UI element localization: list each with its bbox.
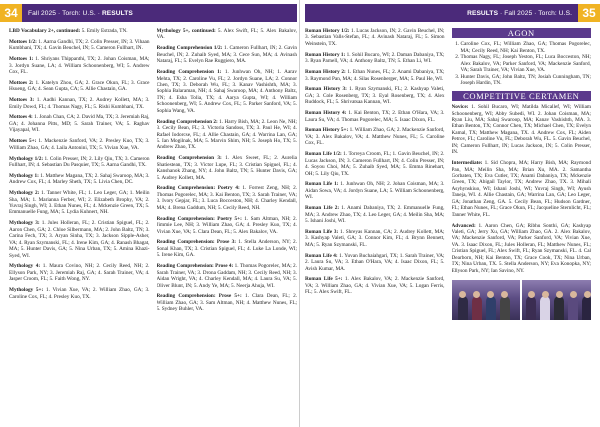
- right-page-header: [305, 4, 600, 22]
- level-teams: 1. Sid Chopra, MA; Harry Bish, MA; Raymond Pan, MA; Meilin Sha, MA; Brian Xu, MA. 2. Samantha Gorbaten, TX; Eva Cutler, TX; Anami Dabaniya, TX; Mckenzie Green, TX; Abigail Taylor, TX; Andrew Zhao, TX. 3. Mihali Asyhynskiuo, WI; Ishani Joshi, WI; Yuvraj Singh, WI; Ayush Taneja, WI. 4. Allie Chastain, GA; Warrina Lan, GA; Leo Leger, GA; Jonathan Zeng, GA. 5. Cecily Bean, FL; Hudson Gardner, FL; Ethan Nunes, FL; Grace Okun, FL; Jacqueline Sternlicht, FL; Tanner White, FL.: [451, 160, 591, 218]
- result-entry: [305, 69, 445, 82]
- result-entry: [9, 287, 150, 300]
- result-entry: [305, 127, 445, 146]
- page-number: 34: [0, 4, 22, 22]
- event-winners: 1. Maura Covino, NH; 2. Cecily Reed, NH; 2. Ellyson Park, NY; 3. Jeremiah Raj, GA; 4. Sarah Trainer, VA; 4. Jasper Croom, FL; 5. Faith Wong, NY.: [9, 263, 150, 283]
- event-winners: 5. Alex Swift, FL; 5. Alex Bakalov, VA.: [156, 28, 297, 41]
- level-teams: 1. Sohil Bucaro, WI; Matilda Micallef, WI; William Schoonenberg, WI; Abby Subedi, WI. 2. Johan Coisman, MA; Ryan Liu, MA; Sahaj Swaroop, MA; Kanav Vashishth, MA. 3. Ethan Benton, TX; Connor Chen, TX; Michael Chen, TX; Evelyn Kamal, TX; Matthew Magana, TX. 4. Andrew Cox, FL; Aiden Petrov, FL; Caroline Vu, FL; Deborah Wu, FL. 5. Gavin Beuchel, IN; Cameron Fullhart, IN; Lucas Jackson, IN; 5. Colin Presser, IN.: [451, 104, 591, 156]
- event-name: Reading Comprehension 1/2:: [156, 45, 223, 52]
- page-number: 35: [578, 4, 600, 22]
- event-winners: 1. Aadhi Kannan, TX; 2. Audrey Kollett, MA; 3. Emily Dowd, FL; 4. Thomas Nagy, FL; 5. Rishi Kumbhani, TX.: [9, 97, 150, 110]
- agon-place: 1. Caroline Cox, FL; William Zhao, GA; Thomas Pogorelec, MA; Cecily Reed, NH; Kai Benton, TX.: [461, 41, 592, 54]
- right-column-1: [305, 28, 445, 420]
- event-winners: 1. Thomas Pogorelec, MA; 2. Sarah Trainer, VA; 3. Drona Gaddam, NH; 3. Cecily Reed, NH; 3. Aidan Wright, VA; 4. Charley Kendall, MA; 4. Laura Su, VA; 5. Oliver Blunt, IN; 5. Andy Ye, MA; 5. Neerja Ahuja, WI.: [156, 263, 297, 289]
- result-entry: [305, 110, 445, 123]
- certamen-level: [452, 223, 592, 275]
- event-winners: 1. Mackenzie Sanford, VA; 2. Presley Kuo, TX; 3. William Zhao, GA; 4. Laila Antonini, TX; 5. Vivian Xue, VA.: [9, 138, 150, 151]
- running-header: RESULTS · Fall 2025 · Torch: U.S.: [467, 9, 572, 17]
- event-winners: 1. Sohil Bucaro, WI; 2. Daman Dabaniya, TX; 3. Ryan Parnell, VA; 4. Anthony Baltz, TN; 5. Ethan Li, WI.: [305, 51, 445, 65]
- event-name: Mythology 4:: [9, 263, 41, 270]
- event-name: Mythology 5+:: [9, 287, 44, 294]
- result-entry: [305, 86, 445, 105]
- result-entry: [305, 229, 445, 248]
- event-winners: 1. Alex Sweet, FL; 2. Aurelia Shatiestean, TX; 3. Victor Lupe, FL; 3. Cristian Spiguel, FL; 4. Kanshanok Zhang, NY; 4. John Baltz, TN; 5. Hunter Davis, GA; 5. Audrey Kollett, MA.: [156, 155, 297, 181]
- certamen-level: [452, 160, 592, 218]
- event-name: Mythology 1:: [9, 172, 39, 179]
- result-entry: [9, 28, 150, 34]
- event-name: Reading Comprehension: Poetry 4:: [156, 185, 240, 192]
- event-winners: 1. Junhwan Oh, NH; 2. Johan Coisman, MA; 3. Aidan Sowa, VA; 4. Jordyn Suane, LA; 5. William Schoonenberg, WI.: [305, 181, 445, 201]
- result-entry: [157, 45, 298, 64]
- event-winners: 1. William Zhao, GA; 2. Mackenzie Sanford, VA; 3. Alex Bakalov, VA; 4. Matthew Nunes, FL; 5. Caroline Cox, FL.: [305, 127, 445, 147]
- result-entry: [157, 69, 298, 114]
- certamen-results: [452, 104, 592, 274]
- event-name: Mythology 1/2:: [9, 155, 44, 162]
- event-winners: 1. Ryan Szymanski, FL; 2. Kashyap Valeti, GA; 3. Cole Rosenberg, TX; 3. Eyal Rosenberg, TX; 4. Alex Ruddock, FL; 5. Shrivatsaa Kannan, WI.: [305, 86, 445, 106]
- event-name: Mottoes 1/2:: [9, 38, 37, 45]
- result-entry: [157, 263, 298, 289]
- event-winners: 1. Kai Benton, TX; 2. Ethan O'Hara, VA; 3. Laura Su, VA; 4. Thomas Pogorelec, MA; 5. Isaac Dixon, FL.: [305, 110, 445, 123]
- event-name: Reading Comprehension: Poetry 5+:: [156, 215, 242, 222]
- event-name: Reading Comprehension 3:: [156, 155, 222, 162]
- event-winners: 1. Katelyn Zhou, GA; 2. Grace Okun, FL; 3. Grace Hsueng, GA; 4. Sean Gupta, CA; 5. Allie Chastain, GA.: [9, 79, 150, 93]
- result-entry: [9, 220, 150, 259]
- team-photo: [452, 280, 521, 320]
- event-name: Mottoes 5+:: [9, 138, 37, 145]
- event-name: Roman Life 3:: [305, 228, 339, 235]
- event-name: Reading Comprehension: Prose 4:: [156, 263, 234, 270]
- event-name: Mottoes 2:: [9, 79, 34, 86]
- result-entry: [9, 173, 150, 186]
- event-winners: 1. Shriyans Thippanthi, TX; 2. Johan Coisman, MA; 3. Jordyn Suane, LA; 4. William Schoonenberg, WI; 5. Andrew Cox, FL.: [9, 56, 150, 76]
- event-name: Roman History 5+:: [305, 127, 349, 134]
- level-name: Intermediate:: [451, 160, 483, 167]
- event-winners: 1. Yuvan Buchaiahgari, TX; 1. Sarah Trainer, VA; 2. Laura Su, VA; 3. Ethan O'Hara, VA; 4. Isaac Dixon, FL; 5. Avish Kumar, MA.: [305, 252, 445, 272]
- event-name: Roman Life 1/2:: [305, 151, 342, 158]
- left-page-header: [0, 4, 297, 22]
- event-name: Roman Life 4:: [305, 252, 338, 259]
- result-entry: [9, 190, 150, 216]
- result-entry: [305, 181, 445, 200]
- event-name: Reading Comprehension: Prose 5+:: [156, 293, 242, 300]
- event-name: Roman History 2:: [305, 69, 346, 76]
- event-winners: 5. Emily Estrada, TN.: [80, 28, 128, 34]
- event-name: Mottoes 4:: [9, 114, 33, 121]
- result-entry: [9, 114, 150, 133]
- result-entry: [9, 263, 150, 282]
- event-winners: 1. Anami Dabaniya, TX; 2. Emmanuelle Fung, MA; 3. Andrew Zhao, TX; 4. Leo Leger, GA; 4. Meilin Sha, MA; 5. Ishani Joshi, WI.: [305, 205, 445, 224]
- event-winners: 1. Harry Bish, MA; 2. Leon Ne, NH; 3. Cecily Bean, FL; 3. Victoria Sandoss, TX; 3. Paul He, WI; 4. Rafael Iodorcse, FL; 4. Allie Chastain, GA; 4. Warrina Lan, GA; 5. Ian Mogilnak, MA; 5. Marvin Shim, NH; 5. Joseph Ho, TX; 5. Andrew Zhao, TX.: [156, 118, 297, 151]
- event-winners: 1. Stella Anderson, NY; 2. Sonal Khan, TX; 3. Cristian Spiguel, FL; 4. Luke La Londe, WI; 5. Irene Kim, GA.: [156, 239, 297, 259]
- result-entry: [157, 155, 298, 181]
- agon-place: 3. Hunter Davis, GA; John Baltz, TN; Josiah Cunningham, TN; Joseph Hardin, TN.: [461, 74, 592, 87]
- event-name: Roman History 1/2:: [305, 28, 350, 34]
- result-entry: [9, 80, 150, 93]
- event-winners: 1. Colin Presser, IN; 2. Lily Qiu, TX; 3. Cameron Fullhart, IN; 4. Sebastian Du Pasquier, TX; 5. Aarna Gandhi, TX.: [9, 155, 150, 168]
- result-entry: [9, 138, 150, 151]
- event-name: Roman History 3:: [305, 86, 347, 93]
- result-entry: [305, 151, 445, 177]
- running-header: Fall 2025 · Torch: U.S. · RESULTS: [28, 9, 133, 17]
- event-name: Mythology 2:: [9, 190, 40, 197]
- certamen-banner: COMPETITIVE CERTAMEN: [452, 91, 592, 101]
- event-name: Roman History 4:: [305, 110, 347, 117]
- event-winners: 1. Sam Altman, NH; 2. Jimmie Lee, NH; 3. William Zhao, GA; 4. Presley Kuo, TX; 4. Vivian Xue, VA; 5. Clara Dean, FL; 5. Alex Bakalov, VA.: [156, 215, 297, 235]
- team-photos: [452, 280, 592, 320]
- event-name: LBD Vocabulary 2+, continued:: [9, 28, 81, 34]
- event-name: Mottoes 3:: [9, 97, 35, 104]
- event-winners: 1. Cameron Fullhart, IN; 2. Gavin Beuchel, IN; 2. Zuhaib Syed, MA; 3. Cece Sun, MA; 4. Avinash Nataraj, FL; 5. Evelyn Rae Ruggiero, MA.: [156, 45, 297, 65]
- agon-banner: AGON: [452, 28, 592, 38]
- event-winners: 1. Junhwan Oh, NH; 1. Aarav Mehta, TX; 2. Caroline Vu, FL; 2. Jordyn Suane, LA; 2. Connor Chen, TX; 3. Deborah Wu, FL; 3. Kanav Vashishth, MA; 3. Sophia Balaraman, NH; 4. Sahaj Swaroop, MA; 4. Anthony Baltz, TN; 4. Esha Tolia, TX; 4. Aarya Gupta, WI; 4. William Schoonenberg, WI; 5. Andrew Cox, FL; 5. Parker Sanford, VA; 5. Sophia Wang, VA.: [156, 69, 297, 114]
- result-entry: [305, 205, 445, 224]
- event-name: Mythology 5+, continued:: [156, 28, 216, 34]
- event-name: Reading Comprehension 2:: [156, 118, 218, 125]
- event-winners: 1. Matthew Magana, TX; 2. Sahaj Swaroop, MA; 3. Andrew Cox, FL; 4. Marley Sheth, TX; 5. Livia Chen, DC.: [9, 172, 150, 186]
- event-name: Mottoes 1:: [9, 56, 34, 63]
- result-entry: [157, 28, 298, 41]
- event-name: Roman Life 1:: [305, 181, 339, 188]
- left-column-1: [9, 28, 150, 420]
- result-entry: [305, 253, 445, 272]
- result-entry: [305, 276, 445, 295]
- result-entry: [9, 156, 150, 169]
- result-entry: [157, 216, 298, 235]
- event-name: Roman Life 5+:: [305, 276, 343, 283]
- level-name: Advanced:: [451, 222, 476, 229]
- result-entry: [305, 52, 445, 65]
- event-winners: 1. Jules Holleran, FL; 2. Cristian Spiguel, FL; 2. Aaron Chen, GA; 2. Chloe Silbermann, MA; 2. John Baltz, TN; 3. Carina Fech, TX; 3. Aryan Sinha, TX; 3. Jackson Sipple-Asher, VA; 4. Ryan Szymanski, FL; 4. Irene Kim, GA; 4. Ranash Bhagat, MA; 5. Hunter Davis, GA; 5. Nina Urban, TX; 5. Amina Khazi-Syed, WI.: [9, 220, 150, 259]
- event-winners: 1. Torreya Croom, FL; 1. Gavin Beuchel, IN; 2. Lucas Jackson, IN; 3. Cameron Fullhart, IN; 4. Colin Presser, IN; 4. Soyou Choi, MA; 5. Zuhaib Syed, MA; 5. Emma Rinehart, OH; 5. Lily Qiu, TX.: [305, 151, 445, 177]
- level-teams: 1. Aaron Chen, GA; Ribhu Sonthi, GA; Kashyap Valeti, GA; Jerry Xu, GA; William Zhao, GA. 2. Alex Bakalov, VA; Mackenzie Sanford, VA; Parker Sanford, VA; Vivian Xue, VA. 3. Isaac Dixon, FL; Jules Holleran, FL; Matthew Nunes, FL; Cristian Spiguel, FL; Alex Swift, FL; Ryan Szymanski, FL. 4. Cal Dearborn, NH; Kai Benton, TX; Grace Cook, TX; Nina Urban, TX; Nina Urban, TX. 5. Stella Anderson, NY; Eva Konopka, NY; Ellyson Park, NY; Ian Savino, NY.: [451, 222, 591, 274]
- certamen-level: [452, 104, 592, 156]
- result-entry: [157, 293, 298, 312]
- team-photo: [522, 280, 591, 320]
- event-winners: 1. Shreyas Kannan, CA; 2. Audrey Kollett, MA; 3. Kashyap Valeti, GA; 3. Connor Kim, FL; 4. Brynn Bennett, MA; 5. Ryan Szymanski, FL.: [305, 228, 445, 248]
- left-column-2: [157, 28, 298, 420]
- event-winners: 1. Alex Bakalov, VA; 2. Mackenzie Sanford, VA; 3. William Zhao, GA; 4. Vivian Xue, VA; 5. Logan Ferris, FL; 5. Alex Swift, FL.: [305, 276, 445, 296]
- result-entry: [9, 39, 150, 52]
- right-column-2: [452, 28, 592, 420]
- result-entry: [157, 119, 298, 151]
- result-entry: [9, 97, 150, 110]
- event-winners: 1. Forrest Zeng, NH; 2. Thomas Pogorelec, MA; 3. Kai Benton, TX; 3. Sarah Trainer, VA; 3. Ivory Gepjar, FL; 3. Luca Bocceston, NH; 4. Charley Kendall, MA; 4. Brena Gaddum, NH; 5. Cecily Reed, NH.: [156, 185, 297, 211]
- event-winners: 1. Clara Dean, FL; 2. William Zhao, GA; 3. Sam Altman, NH; 4. Matthew Nunes, FL; 5. Sydney Buhler, VA.: [156, 293, 297, 313]
- event-name: Reading Comprehension 1:: [156, 69, 222, 76]
- result-entry: [157, 239, 298, 258]
- agon-place: 2. Thomas Nagy, FL; Joseph Yeston, FL; Luca Bocceston, NH; Alex Bakalov, VA; Parker Sanford, VA; Mackenzie Sanford, VA; Sarah Trainer, VA; Vivian Xue, VA.: [461, 54, 592, 73]
- event-winners: 1. Tanner White, FL; 1. Leo Leger, GA; 1. Meilin Sha, MA; 1. Marianna Ferber, WI; 2. Elizabeth Brophy, VA; 2. Yuvraj Singh, WI; 3. Ethan Nunes, FL; 4. Mckenzie Green, TX; 5. Emmanuelle Fung, MA; 5. Lydia Kuhnert, NH.: [9, 190, 150, 216]
- event-name: Roman History 1:: [305, 51, 346, 58]
- right-page: [300, 0, 600, 427]
- event-name: Roman Life 2:: [305, 205, 340, 212]
- result-entry: [9, 56, 150, 75]
- result-entry: [157, 185, 298, 211]
- event-name: Reading Comprehension: Prose 3:: [156, 239, 236, 246]
- level-name: Novice:: [451, 104, 469, 111]
- event-winners: 1. Vivian Xue, VA; 2. William Zhao, GA; 3. Caroline Cox, FL; 4. Presley Kuo, TX.: [9, 287, 150, 300]
- event-name: Mythology 3:: [9, 220, 40, 227]
- event-winners: 1. Aarna Gandhi, TX; 2. Colin Presser, IN; 3. Vihaan Kumbhani, TX; 4. Gavin Beuchel, IN; 5. Cameron Fullhart, IN.: [9, 38, 150, 52]
- event-winners: 1. Jonah Chan, CA; 2. David Ma, TX; 3. Jeremiah Raj, GA; 4. Johanna Pitts, MD; 5. Sarah Trainer, VA; 5. Raghav Vijayapal, WI.: [9, 114, 150, 134]
- agon-list: [452, 41, 592, 86]
- event-winners: 1. Ethan Nunes, FL; 2. Anami Dabaniya, TX; 3. Raymond Pan, MA; 4. Silas Rosenberger, MA; 5. Paul He, WI.: [305, 69, 445, 82]
- result-entry: [305, 28, 445, 47]
- event-winners: 1. Lucas Jackson, IN; 2. Gavin Beuchel, IN; 3. Sebastian Valls-Stefan, FL; 4. Avinash Nataraj, FL; 5. Simon Weinstein, TX.: [305, 28, 445, 47]
